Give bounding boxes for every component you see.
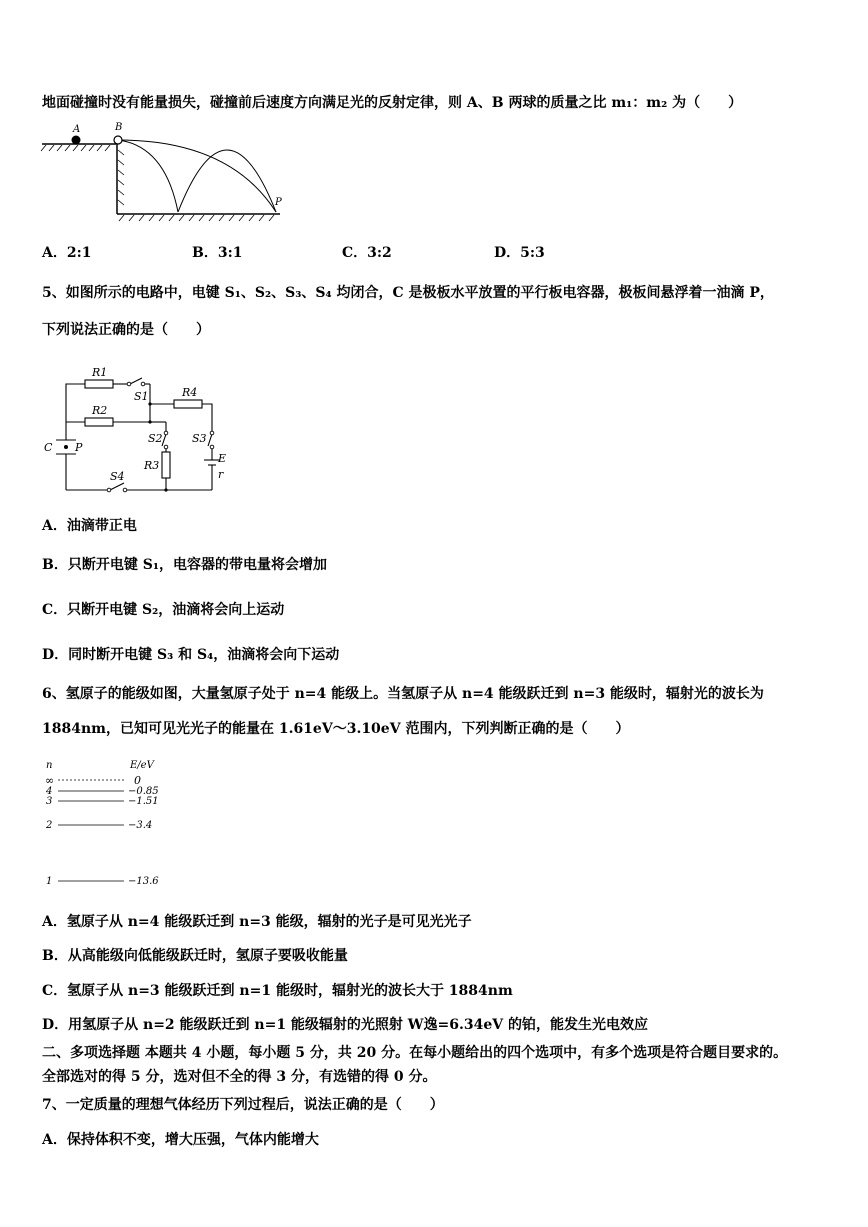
label-c: C bbox=[44, 441, 53, 454]
q6-stem-line2: 1884nm，已知可见光光子的能量在 1.61eV～3.10eV 范围内，下列判断正确的是（ ） bbox=[42, 721, 630, 737]
ball-a bbox=[72, 136, 81, 145]
q6-option-d[interactable]: D．用氢原子从 n=2 能级跃迁到 n=1 能级辐射的光照射 W逸=6.34eV 的铂，能发生光电效应 bbox=[42, 1017, 649, 1033]
q5-option-a[interactable]: A．油滴带正电 bbox=[42, 518, 137, 534]
level-1-e: −13.6 bbox=[128, 876, 159, 887]
label-b: B bbox=[115, 122, 123, 133]
label-s4: S4 bbox=[110, 470, 125, 483]
q6-stem-line1: 6、氢原子的能级如图，大量氢原子处于 n=4 能级上。当氢原子从 n=4 能级跃迁到 n=3 能级时，辐射光的波长为 bbox=[42, 686, 764, 702]
q5-stem-line2: 下列说法正确的是（ ） bbox=[42, 322, 210, 338]
label-e: E bbox=[218, 452, 227, 465]
q4-option-c[interactable]: C．3:2 bbox=[342, 245, 392, 261]
level-4-e: −0.85 bbox=[128, 786, 159, 797]
label-s3: S3 bbox=[192, 432, 207, 445]
level-inf-n: ∞ bbox=[45, 774, 55, 787]
n-axis-label: n bbox=[46, 760, 53, 771]
ball-b bbox=[114, 136, 122, 144]
label-r3: R3 bbox=[144, 459, 160, 472]
level-inf-e: 0 bbox=[134, 774, 141, 787]
q7-stem: 7、一定质量的理想气体经历下列过程后，说法正确的是（ ） bbox=[42, 1097, 444, 1113]
label-s1: S1 bbox=[134, 390, 149, 403]
q6-option-c[interactable]: C．氢原子从 n=3 能级跃迁到 n=1 能级时，辐射光的波长大于 1884nm bbox=[42, 983, 513, 999]
energy-level-diagram bbox=[40, 756, 180, 891]
q5-option-b[interactable]: B．只断开电键 S₁，电容器的带电量将会增加 bbox=[42, 557, 327, 573]
label-r4: R4 bbox=[182, 386, 198, 399]
section2-line1: 二、多项选择题 本题共 4 小题，每小题 5 分，共 20 分。在每小题给出的四个选项中，有多个选项是符合题目要求的。 bbox=[42, 1045, 788, 1061]
q5-option-c[interactable]: C．只断开电键 S₂，油滴将会向上运动 bbox=[42, 602, 285, 618]
q4-option-b[interactable]: B．3:1 bbox=[192, 245, 243, 261]
level-3-n: 3 bbox=[46, 796, 53, 807]
level-2-n: 2 bbox=[46, 820, 53, 831]
label-p: P bbox=[75, 441, 83, 454]
q6-option-b[interactable]: B．从高能级向低能级跃迁时，氢原子要吸收能量 bbox=[42, 948, 348, 964]
label-r: r bbox=[218, 468, 224, 481]
projectile-figure bbox=[40, 118, 290, 223]
label-p: P bbox=[275, 197, 282, 208]
q5-option-d[interactable]: D．同时断开电键 S₃ 和 S₄，油滴将会向下运动 bbox=[42, 647, 340, 663]
level-2-e: −3.4 bbox=[128, 820, 153, 831]
label-s2: S2 bbox=[148, 432, 163, 445]
q6-option-a[interactable]: A．氢原子从 n=4 能级跃迁到 n=3 能级，辐射的光子是可见光光子 bbox=[42, 914, 472, 930]
circuit-figure bbox=[40, 362, 240, 497]
e-axis-label: E/eV bbox=[130, 760, 154, 771]
level-3-e: −1.51 bbox=[128, 796, 159, 807]
q4-stem: 地面碰撞时没有能量损失，碰撞前后速度方向满足光的反射定律，则 A、B 两球的质量之比 m₁：m₂ 为（ ） bbox=[42, 95, 743, 111]
q4-option-a[interactable]: A．2:1 bbox=[42, 245, 92, 261]
q7-option-a[interactable]: A．保持体积不变，增大压强，气体内能增大 bbox=[42, 1132, 319, 1148]
label-r1: R1 bbox=[92, 366, 108, 379]
section2-line2: 全部选对的得 5 分，选对但不全的得 3 分，有选错的得 0 分。 bbox=[42, 1069, 437, 1085]
label-r2: R2 bbox=[92, 404, 108, 417]
level-4-n: 4 bbox=[46, 786, 53, 797]
level-1-n: 1 bbox=[46, 876, 53, 887]
q5-stem-line1: 5、如图所示的电路中，电键 S₁、S₂、S₃、S₄ 均闭合，C 是极板水平放置的平行板电容器，极板间悬浮着一油滴 P， bbox=[42, 285, 774, 301]
q4-option-d[interactable]: D．5:3 bbox=[494, 245, 545, 261]
label-a: A bbox=[73, 124, 81, 135]
